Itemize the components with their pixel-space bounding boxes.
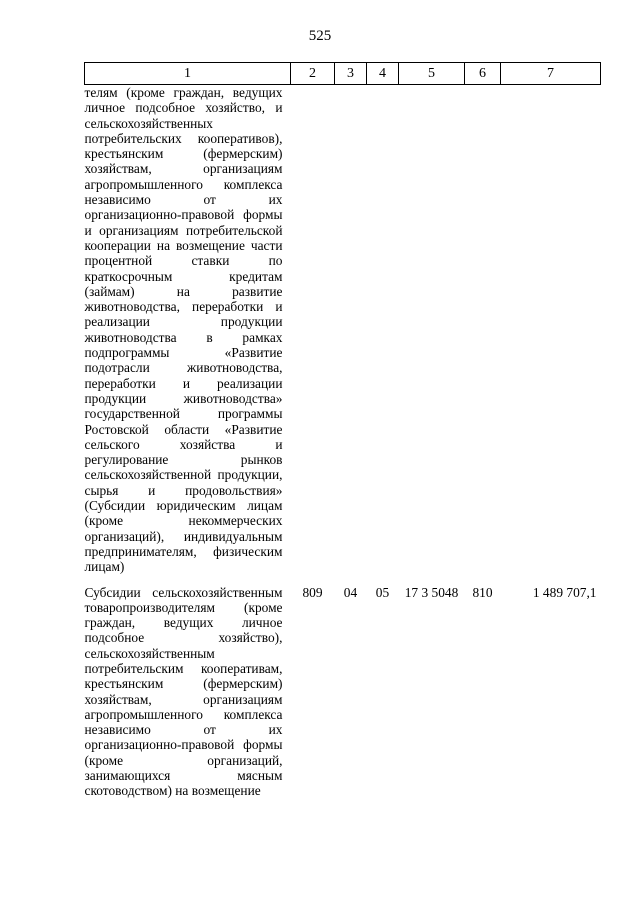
budget-table [84,62,601,799]
page-number: 525 [308,28,332,44]
row-code-3 [335,85,367,585]
row-code-4 [367,85,399,585]
table-row [85,585,601,799]
row-code-2: 809 [302,584,323,600]
column-header-7: 7 [501,63,601,85]
column-header-6: 6 [465,63,501,85]
column-header-5: 5 [399,63,465,85]
table-header-row [85,63,601,85]
row-description: телям (кроме граждан, ведущих личное подсобное хозяйство, и сельскохозяйственных потребительских кооперативов), крестьянским (фермерским) хозяйствам, организациям агропромышленного комплекса независимо от их организационно-правовой формы и организациям потребительской кооперации на возмещение части процентной ставки по краткосрочным кредитам (займам) на развитие животноводства, переработки и реализации продукции животноводства в рамках подпрограммы «Развитие подотрасли животноводства, переработки и реализации продукции животноводства» государственной программы Ростовской области «Развитие сельского хозяйства и регулирование рынков сельскохозяйственной продукции, сырья и продовольствия» (Субсидии юридическим лицам (кроме некоммерческих организаций), индивидуальным предпринимателям, физическим лицам) [84,85,283,575]
table-row [85,85,601,585]
column-header-1: 1 [85,63,291,85]
column-header-2: 2 [291,63,335,85]
row-amount [501,85,601,585]
row-code-4: 05 [375,584,390,600]
row-description: Субсидии сельскохозяйственным товаропроизводителям (кроме граждан, ведущих личное подсобное хозяйство), сельскохозяйственным потребительским кооперативам, крестьянским (фермерским) хозяйствам, организациям агропромышленного комплекса независимо от их организационно-правовой формы (кроме организаций, занимающихся мясным скотоводством) на возмещение [84,584,283,799]
column-header-4: 4 [367,63,399,85]
row-code-6: 810 [472,584,493,600]
row-code-5 [399,85,465,585]
row-code-5: 17 3 5048 [404,584,459,600]
row-code-3: 04 [343,584,358,600]
row-amount: 1 489 707,1 [532,584,597,600]
row-code-2 [291,85,335,585]
row-code-6 [465,85,501,585]
column-header-3: 3 [335,63,367,85]
